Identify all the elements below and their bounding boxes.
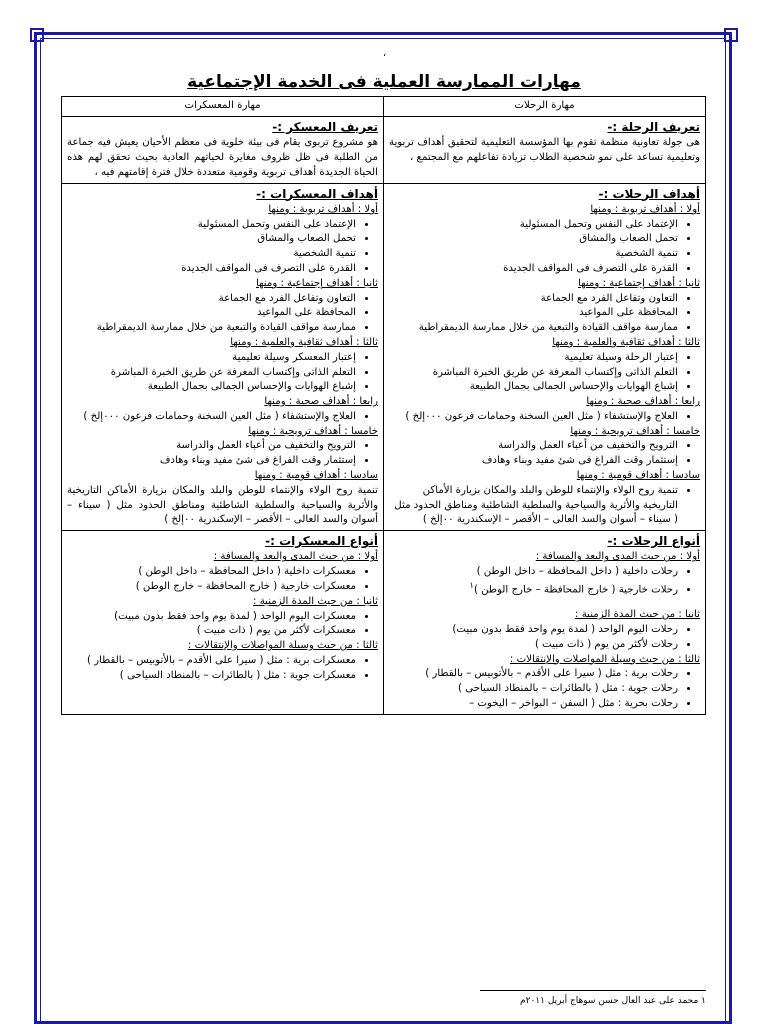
list-item: • معسكرات خارجية ( خارج المحافظة – خارج الوطن ) — [67, 580, 356, 595]
trips-column-header: مهارة الرحلات — [384, 97, 706, 117]
goal-list — [67, 218, 378, 277]
camp-goals-cell — [62, 183, 384, 531]
camp-national-goals-text: تنمية روح الولاء والإنتماء للوطن والبلد والمكان بزيارة الأماكن التاريخية والأثرية والسياحية والسلطية الشاطئية ومناطق الحدود مثل ( سيناء – أسوان والسد العالى – الأقصر – الإسكندرية ٠٠إلخ ) — [67, 484, 378, 526]
goal-list — [389, 410, 700, 425]
border-corner-ornament — [724, 28, 738, 42]
goal-list — [67, 410, 378, 425]
list-item: • العلاج والإستشفاء ( مثل العين السخنة وحمامات فرعون ٠٠٠إلخ ) — [67, 410, 356, 425]
type-group-title: أولا : من حيث المدى والبعد والمسافة : — [535, 551, 700, 563]
list-item: • معسكرات برية : مثل ( سيرا على الأقدم – بالأتوبيس – بالقطار ) — [67, 654, 356, 669]
list-item: • الإعتماد على النفس وتحمل المسئولية — [389, 218, 678, 233]
trip-types-cell — [384, 531, 706, 715]
goal-group-title: رابعا : أهداف صحية : ومنها — [586, 396, 700, 408]
list-item: • رحلات برية : مثل ( سيرا على الأقدم – بالأتوبيس – بالقطار ) — [389, 667, 678, 682]
list-item: • الترويح والتخفيف من أعباء العمل والدراسة — [389, 439, 678, 454]
type-list — [67, 565, 378, 595]
list-item: • إشباع الهوايات والإحساس الجمالى بجمال الطبيعة — [389, 380, 678, 395]
type-list — [67, 610, 378, 640]
camp-goals-title: أهداف المعسكرات :- — [256, 186, 378, 201]
trip-goals-title: أهداف الرحلات :- — [598, 186, 700, 201]
top-mark: ، — [383, 48, 387, 59]
goal-list — [67, 351, 378, 395]
document-page — [62, 58, 706, 715]
type-list — [67, 654, 378, 684]
goal-group-title: ثانيا : أهداف إجتماعية : ومنها — [255, 277, 378, 289]
list-item: • رحلات جوية : مثل ( بالطائرات – بالمنطاد السياحى ) — [389, 682, 678, 697]
footnote-divider — [480, 990, 706, 991]
type-group-title: ثالثا : من حيث وسيلة المواصلات والإنتقالات : — [187, 640, 378, 652]
list-item: • العلاج والإستشفاء ( مثل العين السخنة وحمامات فرعون ٠٠٠إلخ ) — [389, 410, 678, 425]
list-item — [389, 580, 678, 598]
goal-list — [389, 218, 700, 277]
list-item: • تحمل الصعاب والمشاق — [67, 232, 356, 247]
definition-row — [62, 116, 706, 183]
camp-definition-text: هو مشروع تربوى يقام فى بيئة خلوية فى معظم الأحيان يعيش فيه جماعة من الطلبة فى ظل ظروف مغايرة لحياتهم العادية بحيث تحقق لهم هذه الحياة الجديدة أهداف تربوية وقومية متعددة خلال فترة إقامتهم فيه ، — [67, 137, 378, 178]
goal-list — [389, 351, 700, 395]
list-item: • تنمية الشخصية — [67, 247, 356, 262]
list-item: • إستثمار وقت الفراغ فى شئ مفيد وبناء وهادف — [389, 454, 678, 469]
header-row — [62, 97, 706, 117]
border-corner-ornament — [30, 28, 44, 42]
type-list — [389, 667, 700, 711]
camps-column-header: مهارة المعسكرات — [62, 97, 384, 117]
list-item: • معسكرات داخلية ( داخل المحافظة – داخل الوطن ) — [67, 565, 356, 580]
goal-group-title: أولا : أهداف تربوية : ومنها — [590, 203, 700, 215]
camp-types-cell — [62, 531, 384, 715]
list-item: • تحمل الصعاب والمشاق — [389, 232, 678, 247]
list-item: • المحافظة على المواعيد — [389, 306, 678, 321]
trip-definition-title: تعريف الرحلة :- — [607, 119, 700, 134]
type-group-title: أولا : من حيث المدى والبعد والمسافة : — [213, 551, 378, 563]
list-item: • إعتبار المعسكر وسيلة تعليمية — [67, 351, 356, 366]
type-list — [389, 623, 700, 653]
list-item: • معسكرات اليوم الواحد ( لمدة يوم واحد فقط بدون مبيت) — [67, 610, 356, 625]
list-item: • تنمية روح الولاء والإنتماء للوطن والبلد والمكان بزيارة الأماكن التاريخية والأثرية والسياحية والسلطية الشاطئية ومناطق الحدود مثل ( سيناء – أسوان والسد العالى – الأقصر – الإسكندرية ٠٠إلخ ) — [389, 484, 678, 528]
types-row — [62, 531, 706, 715]
camp-definition-cell — [62, 116, 384, 183]
list-item: • الإعتماد على النفس وتحمل المسئولية — [67, 218, 356, 233]
goal-list — [67, 292, 378, 336]
list-item: • رحلات بحرية : مثل ( السفن – البواخر – اليخوت – — [389, 697, 678, 712]
goal-group-title: أولا : أهداف تربوية : ومنها — [268, 203, 378, 215]
list-item: • معسكرات جوية : مثل ( بالطائرات – بالمنطاد السياحى ) — [67, 669, 356, 684]
list-item: • معسكرات لأكثر من يوم ( ذات مبيت ) — [67, 624, 356, 639]
list-item: • إشباع الهوايات والإحساس الجمالى بجمال الطبيعة — [67, 380, 356, 395]
list-item: • التعاون وتفاعل الفرد مع الجماعة — [389, 292, 678, 307]
trip-goals-cell — [384, 183, 706, 531]
footnote: ١ محمد على عبد العال حسن سوهاج أبريل ٢٠١١م — [520, 996, 706, 1006]
goal-group-title: خامسا : أهداف ترويحية : ومنها — [570, 425, 700, 437]
list-item: • تنمية الشخصية — [389, 247, 678, 262]
footnote-reference: ١ — [469, 581, 474, 592]
list-item: • التعلم الذاتى وإكتساب المعرفة عن طريق الخبرة المباشرة — [67, 366, 356, 381]
trip-definition-text: هى جولة تعاونية منظمة تقوم بها المؤسسة التعليمية لتحقيق أهداف تربوية وتعليمية تساعد على نمو شخصية الطلاب تزيادة تفاعلهم مع المجتمع ، — [389, 137, 700, 163]
goal-list — [389, 439, 700, 469]
list-item: • إستثمار وقت الفراغ فى شئ مفيد وبناء وهادف — [67, 454, 356, 469]
list-item: • التعاون وتفاعل الفرد مع الجماعة — [67, 292, 356, 307]
type-group-title: ثانيا : من حيث المدة الزمنية : — [575, 609, 700, 621]
camp-definition-title: تعريف المعسكر :- — [272, 119, 378, 134]
list-item: • القدرة على التصرف فى المواقف الجديدة — [67, 262, 356, 277]
list-item: • المحافظة على المواعيد — [67, 306, 356, 321]
goal-list — [67, 439, 378, 469]
list-item: • القدرة على التصرف فى المواقف الجديدة — [389, 262, 678, 277]
document-title: مهارات الممارسة العملية فى الخدمة الإجتماعية — [187, 72, 581, 92]
list-item: • إعتبار الرحلة وسيلة تعليمية — [389, 351, 678, 366]
list-item: • الترويح والتخفيف من أعباء العمل والدراسة — [67, 439, 356, 454]
list-item: • ممارسة مواقف القيادة والتبعية من خلال ممارسة الديمقراطية — [389, 321, 678, 336]
type-group-title: ثالثا : من حيث وسيلة المواصلات والإنتقالات : — [509, 653, 700, 665]
type-group-title: ثانيا : من حيث المدة الزمنية : — [253, 595, 378, 607]
comparison-table — [61, 96, 706, 715]
goal-list — [389, 292, 700, 336]
list-item: • التعلم الذاتى وإكتساب المعرفة عن طريق الخبرة المباشرة — [389, 366, 678, 381]
goal-group-title: ثالثا : أهداف ثقافية والعلمية : ومنها — [230, 336, 378, 348]
list-item: • ممارسة مواقف القيادة والتبعية من خلال ممارسة الديمقراطية — [67, 321, 356, 336]
goal-group-title: خامسا : أهداف ترويحية : ومنها — [248, 425, 378, 437]
list-item: • رحلات لأكثر من يوم ( ذات مبيت ) — [389, 638, 678, 653]
type-list — [389, 565, 700, 598]
goal-list — [389, 484, 700, 528]
goal-group-title: سادسا : أهداف قومية : ومنها — [254, 469, 378, 481]
trip-types-title: أنواع الرحلات :- — [607, 534, 700, 549]
goal-group-title: ثالثا : أهداف ثقافية والعلمية : ومنها — [552, 336, 700, 348]
trip-definition-cell — [384, 116, 706, 183]
goal-group-title: سادسا : أهداف قومية : ومنها — [576, 469, 700, 481]
camp-types-title: أنواع المعسكرات :- — [265, 534, 378, 549]
list-item: • رحلات داخلية ( داخل المحافظة – داخل الوطن ) — [389, 565, 678, 580]
goal-group-title: رابعا : أهداف صحية : ومنها — [264, 396, 378, 408]
goal-group-title: ثانيا : أهداف إجتماعية : ومنها — [577, 277, 700, 289]
goals-row — [62, 183, 706, 531]
list-item-text: رحلات خارجية ( خارج المحافظة – خارج الوطن ) — [473, 584, 678, 596]
list-item: • رحلات اليوم الواحد ( لمدة يوم واحد فقط بدون مبيت) — [389, 623, 678, 638]
